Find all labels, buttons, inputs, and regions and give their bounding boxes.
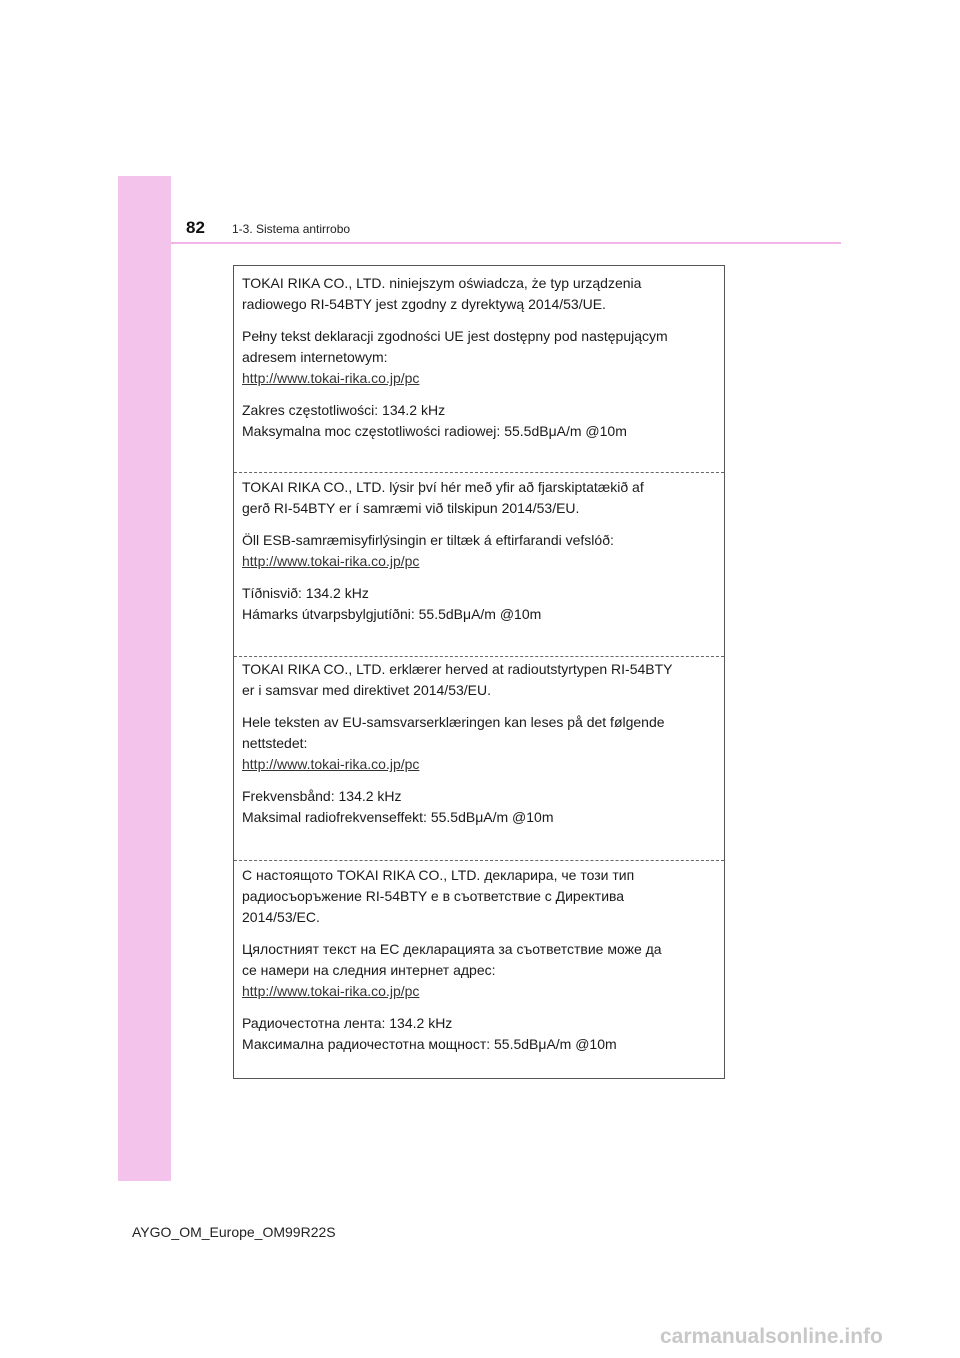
declaration-link[interactable]: http://www.tokai-rika.co.jp/pc <box>242 370 420 386</box>
power-text: Maksimal radiofrekvenseffekt: 55.5dBμA/m @10m <box>242 809 554 825</box>
statement-line: er i samsvar med direktivet 2014/53/EU. <box>242 682 491 698</box>
header-rule <box>171 242 841 244</box>
availability-line: Hele teksten av EU-samsvarserklæringen kan leses på det følgende <box>242 714 665 730</box>
declaration-polish <box>242 273 702 442</box>
statement-line: radiowego RI-54BTY jest zgodny z dyrektywą 2014/53/UE. <box>242 296 606 312</box>
availability-line: Цялостният текст на ЕС декларацията за съответствие може да <box>242 941 662 957</box>
power-text: Максимална радиочестотна мощност: 55.5dBμA/m @10m <box>242 1036 617 1052</box>
section-divider <box>234 472 724 473</box>
frequency-text: Zakres częstotliwości: 134.2 kHz <box>242 402 446 418</box>
availability-line: nettstedet: <box>242 735 308 751</box>
declaration-link[interactable]: http://www.tokai-rika.co.jp/pc <box>242 756 420 772</box>
frequency-text: Радиочестотна лента: 134.2 kHz <box>242 1015 453 1031</box>
section-title: 1-3. Sistema antirrobo <box>232 222 351 236</box>
power-text: Hámarks útvarpsbylgjutíðni: 55.5dBμA/m @10m <box>242 606 542 622</box>
statement-line: С настоящото TOKAI RIKA CO., LTD. декларира, че този тип <box>242 867 635 883</box>
watermark: carmanualsonline.info <box>660 1325 883 1348</box>
statement-line: 2014/53/ЕС. <box>242 909 320 925</box>
declaration-icelandic <box>242 477 702 625</box>
declaration-norwegian <box>242 659 702 828</box>
frequency-text: Frekvensbånd: 134.2 kHz <box>242 788 402 804</box>
statement-line: радиосъоръжение RI-54BTY е в съответствие с Директива <box>242 888 625 904</box>
statement-line: TOKAI RIKA CO., LTD. lýsir því hér með yfir að fjarskiptatækið af <box>242 479 644 495</box>
declaration-link[interactable]: http://www.tokai-rika.co.jp/pc <box>242 553 420 569</box>
sidebar-tab <box>118 176 171 1181</box>
page-number: 82 <box>186 218 205 237</box>
availability-line: се намери на следния интернет адрес: <box>242 962 496 978</box>
declaration-link[interactable]: http://www.tokai-rika.co.jp/pc <box>242 983 420 999</box>
declaration-bulgarian <box>242 865 702 1055</box>
availability-line: adresem internetowym: <box>242 349 388 365</box>
statement-line: gerð RI-54BTY er í samræmi við tilskipun 2014/53/EU. <box>242 500 580 516</box>
availability-line: Pełny tekst deklaracji zgodności UE jest dostępny pod następującym <box>242 328 668 344</box>
availability-line: Öll ESB-samræmisyfirlýsingin er tiltæk á eftirfarandi vefslóð: <box>242 532 614 548</box>
statement-line: TOKAI RIKA CO., LTD. erklærer herved at radioutstyrtypen RI-54BTY <box>242 661 673 677</box>
section-divider <box>234 860 724 861</box>
footer-doc-id: AYGO_OM_Europe_OM99R22S <box>132 1224 336 1240</box>
frequency-text: Tíðnisvið: 134.2 kHz <box>242 585 369 601</box>
power-text: Maksymalna moc częstotliwości radiowej: 55.5dBμA/m @10m <box>242 423 627 439</box>
section-divider <box>234 656 724 657</box>
statement-line: TOKAI RIKA CO., LTD. niniejszym oświadcza, że typ urządzenia <box>242 275 642 291</box>
declaration-box <box>233 265 725 1079</box>
